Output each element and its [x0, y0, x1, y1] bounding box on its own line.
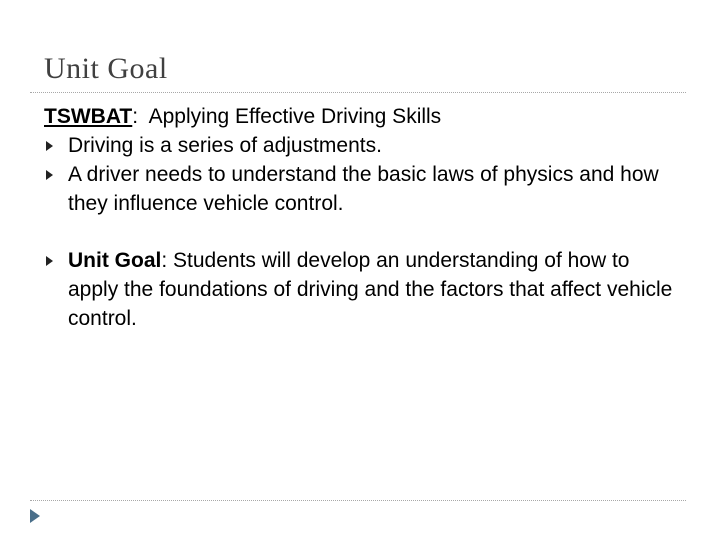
triangle-right-icon [46, 141, 53, 151]
slide-title: Unit Goal [44, 52, 168, 85]
goal-label: Unit Goal [68, 249, 162, 272]
goal-bullet [44, 246, 684, 333]
footer-divider [30, 500, 686, 501]
bullet-text: A driver needs to understand the basic laws of physics and how they influence vehicle control. [68, 163, 659, 215]
slide-nav-icon[interactable] [28, 507, 42, 525]
triangle-right-icon [46, 170, 53, 180]
bullet-item [44, 131, 684, 160]
bullet-text: Driving is a series of adjustments. [68, 134, 382, 157]
subtitle-text: Applying Effective Driving Skills [138, 105, 442, 128]
slide-content [44, 102, 684, 333]
subtitle-separator: : [132, 105, 139, 128]
title-divider [30, 92, 686, 93]
subtitle-label: TSWBAT [44, 105, 133, 128]
goal-text: : Students will develop an understanding of how to apply the foundations of driving and the factors that affect vehicle control. [68, 249, 673, 330]
bullet-list [44, 131, 684, 333]
bullet-item [44, 160, 684, 218]
subtitle [44, 102, 684, 131]
triangle-right-icon [46, 256, 53, 266]
